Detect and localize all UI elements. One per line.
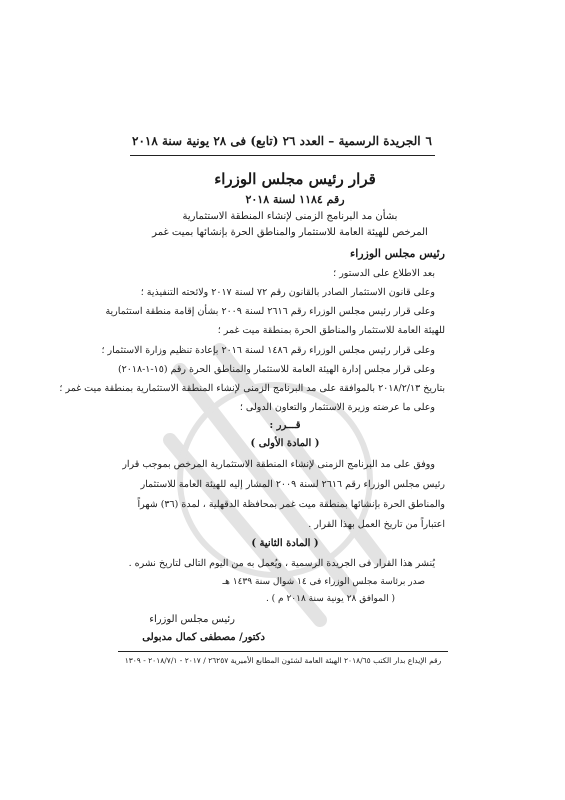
footer-divider (118, 651, 448, 652)
publication-line: الجريدة الرسمية – العدد ٢٦ (تابع) فى ٢٨ يونية سنة ٢٠١٨ (132, 134, 421, 148)
page-number: ٦ (425, 134, 432, 148)
signer-name: دكتور/ مصطفى كمال مدبولى (142, 632, 265, 643)
decree-number: رقم ١١٨٤ لسنة ٢٠١٨ (245, 193, 345, 206)
article-1-line: والمناطق الحرة بإنشائها بمنطقة ميت غمر بمحافظة الدقهلية ، لمدة (٣٦) شهراً (137, 499, 445, 510)
recital-line: بتاريخ ٢٠١٨/٢/١٣ بالموافقة على مد البرنامج الزمنى لإنشاء المنطقة الاستثمارية بمنطقة ميت غمر ؛ (59, 383, 445, 394)
decree-title: قرار رئيس مجلس الوزراء (214, 170, 376, 188)
article-1-line: اعتباراً من تاريخ العمل بهذا القرار . (308, 519, 445, 530)
recital-line: وعلى قرار رئيس مجلس الوزراء رقم ٢٦١٦ لسنة ٢٠٠٩ بشأن إقامة منطقة استثمارية (105, 306, 435, 317)
recital-line: وعلى قرار مجلس إدارة الهيئة العامة للاستثمار والمناطق الحرة رقم (١٥-١-٢٠١٨) (117, 364, 435, 375)
recital-line: بعد الاطلاع على الدستور ؛ (333, 268, 435, 279)
recital-line: وعلى ما عرضته وزيرة الاستثمار والتعاون الدولى ؛ (239, 402, 435, 413)
decree-brief-2: المرخص للهيئة العامة للاستثمار والمناطق الحرة بإنشائها بميت غمر (152, 227, 428, 238)
article-1-title: ( المادة الأولى ) (250, 438, 320, 449)
article-1-line: رئيس مجلس الوزراء رقم ٢٦١٦ لسنة ٢٠٠٩ المشار إليه للهيئة العامة للاستثمار (140, 479, 445, 490)
decree-brief-1: بشأن مد البرنامج الزمنى لإنشاء المنطقة الاستثمارية (182, 211, 398, 222)
gazette-header (132, 132, 432, 150)
article-2-title: ( المادة الثانية ) (251, 538, 319, 549)
header-divider (130, 155, 435, 156)
issued-at: صدر برئاسة مجلس الوزراء فى ١٤ شوال سنة ١٤٣٩ هـ (222, 577, 425, 587)
recital-line: وعلى قرار رئيس مجلس الوزراء رقم ١٤٨٦ لسنة ٢٠١٦ بإعادة تنظيم وزارة الاستثمار ؛ (101, 345, 435, 356)
recital-line: وعلى قانون الاستثمار الصادر بالقانون رقم ٧٢ لسنة ٢٠١٧ ولائحته التنفيذية ؛ (140, 287, 435, 298)
footer-deposit-line: رقم الإيداع بدار الكتب ٢٠١٨/٦٥ الهيئة العامة لشئون المطابع الأميرية ٢٦٢٥٧ / ٢٠١٧ - ٢٠١٨/٧/١ - ١٣٠٩ (124, 656, 442, 665)
decides-heading: قـــرر : (269, 420, 301, 431)
issuer-label: رئيس مجلس الوزراء (350, 247, 445, 260)
issued-equivalent: ( الموافق ٢٨ يونية سنة ٢٠١٨ م ) . (265, 594, 395, 604)
signer-role: رئيس مجلس الوزراء (149, 614, 235, 625)
article-1-line: ووفق على مد البرنامج الزمنى لإنشاء المنطقة الاستثمارية المرخص بموجب قرار (122, 459, 435, 470)
article-2-text: يُنشر هذا القرار فى الجريدة الرسمية ، ويُعمل به من اليوم التالى لتاريخ نشره . (128, 558, 435, 569)
recital-line: للهيئة العامة للاستثمار والمناطق الحرة بمنطقة ميت غمر ؛ (217, 325, 445, 336)
